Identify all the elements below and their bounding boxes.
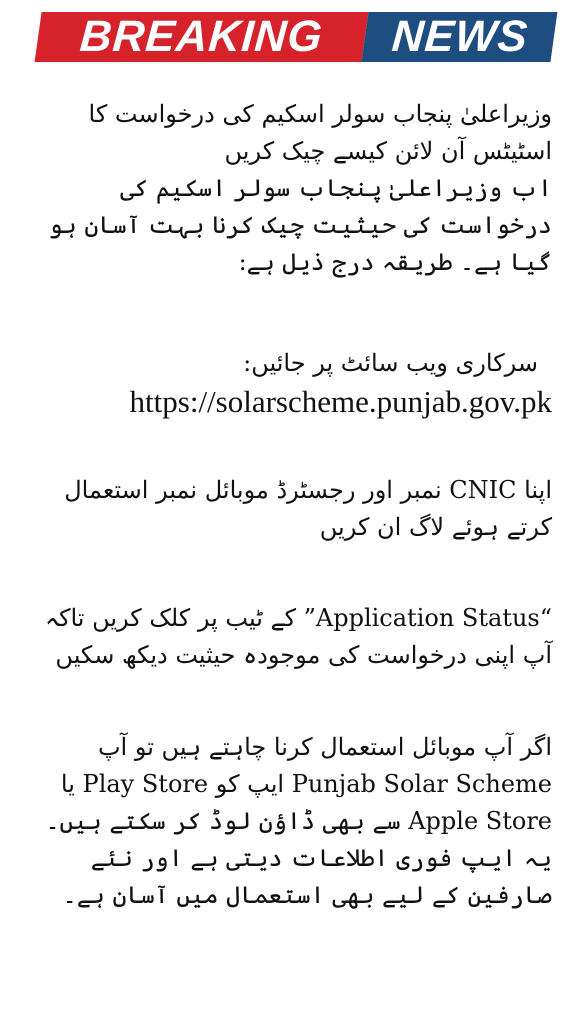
closing-text: یہ ایپ فوری اطلاعات دیتی ہے اور نئے صارفین کے لیے بھی استعمال میں آسان ہے۔	[62, 844, 552, 909]
official-website-link[interactable]: https://solarscheme.punjab.gov.pk	[129, 384, 552, 419]
step3-text: “Application Status” کے ٹیب پر کلک کریں تاکہ آپ اپنی درخواست کی موجودہ حیثیت دیکھ سکیں	[45, 604, 552, 669]
step2-text: اپنا CNIC نمبر اور رجسٹرڈ موبائل نمبر استعمال کرتے ہوئے لاگ ان کریں	[64, 476, 552, 541]
breaking-news-banner	[34, 12, 557, 62]
banner-blue-section	[361, 12, 557, 62]
banner-word-news: NEWS	[389, 12, 530, 61]
article-heading: وزیراعلیٰ پنجاب سولر اسکیم کی درخواست کا اسٹیٹس آن لائن کیسے چیک کریں	[88, 100, 552, 165]
step1-text: سرکاری ویب سائٹ پر جائیں:	[243, 349, 538, 377]
article-intro: اب وزیراعلیٰ پنجاب سولر اسکیم کی درخواست کی حیثیت چیک کرنا بہت آسان ہو گیا ہے۔ طریقہ درج ذیل ہے:	[48, 174, 552, 276]
banner-word-breaking: BREAKING	[78, 12, 325, 61]
app-download-text: اگر آپ موبائل استعمال کرنا چاہتے ہیں تو آپ Punjab Solar Scheme ایپ کو Play Store یا Apple Store سے بھی ڈاؤن لوڈ کر سکتے ہیں۔	[45, 733, 552, 835]
banner-red-section	[34, 12, 368, 62]
article-body	[24, 96, 552, 914]
